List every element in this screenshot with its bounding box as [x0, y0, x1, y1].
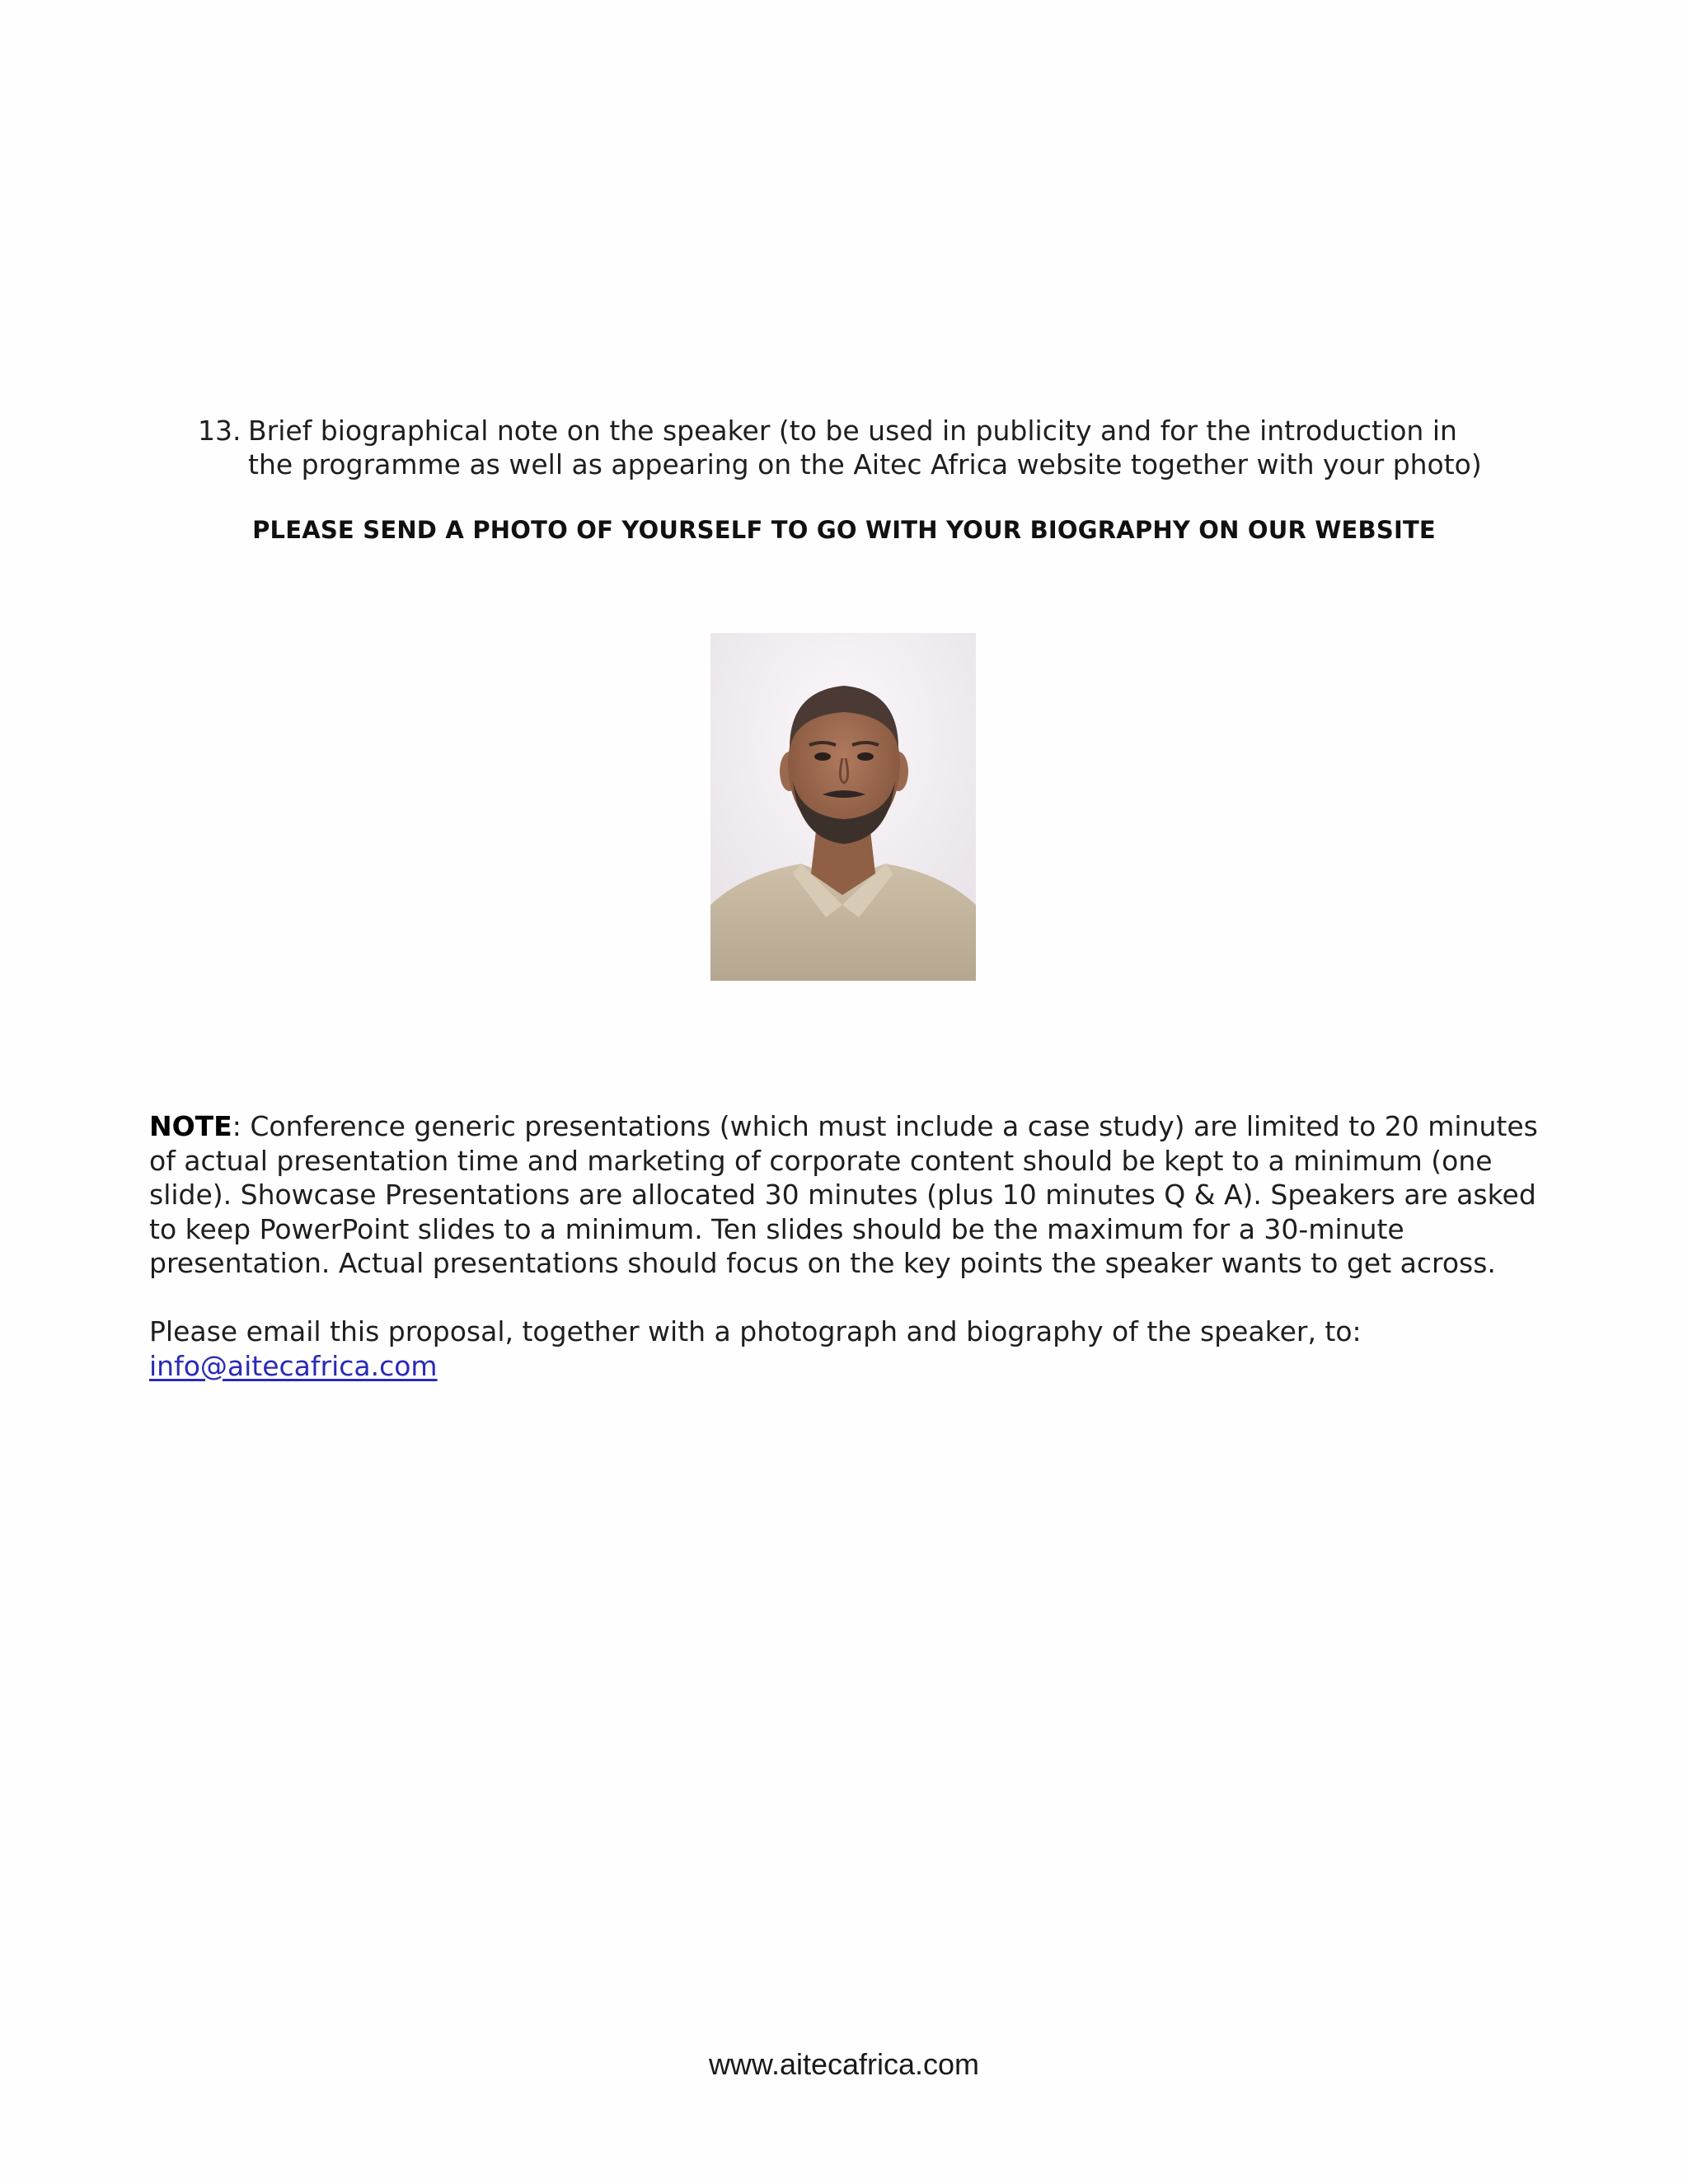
speaker-portrait-photo-icon	[710, 633, 976, 981]
note-label: NOTE	[149, 1110, 232, 1142]
email-link[interactable]: info@aitecafrica.com	[149, 1349, 438, 1382]
photo-request-heading: PLEASE SEND A PHOTO OF YOURSELF TO GO WITH YOUR BIOGRAPHY ON OUR WEBSITE	[252, 516, 1436, 544]
note-text: : Conference generic presentations (which must include a case study) are limited to 20 minutes of actual presentation time and marketing of corporate content should be kept to a minimum (one slide). Showcase Presentations are allocated 30 minutes (plus 10 minutes Q & A). Speakers are asked to keep PowerPoint slides to a minimum. Ten slides should be the maximum for a 30-minute presentation. Actual presentations should focus on the key points the speaker wants to get across.	[149, 1110, 1538, 1279]
item-text: Brief biographical note on the speaker (to be used in publicity and for the introduction in the programme as well as appearing on the Aitec Africa website together with your photo)	[248, 415, 1482, 480]
speaker-photo	[710, 633, 976, 981]
email-instruction-text: Please email this proposal, together with a photograph and biography of the speaker, to:	[149, 1315, 1362, 1347]
email-instruction	[149, 1315, 1550, 1383]
note-paragraph	[149, 1109, 1550, 1281]
item-number: 13.	[198, 415, 241, 447]
numbered-item-13	[198, 414, 1484, 481]
footer-website-url: www.aitecafrica.com	[708, 2047, 980, 2081]
